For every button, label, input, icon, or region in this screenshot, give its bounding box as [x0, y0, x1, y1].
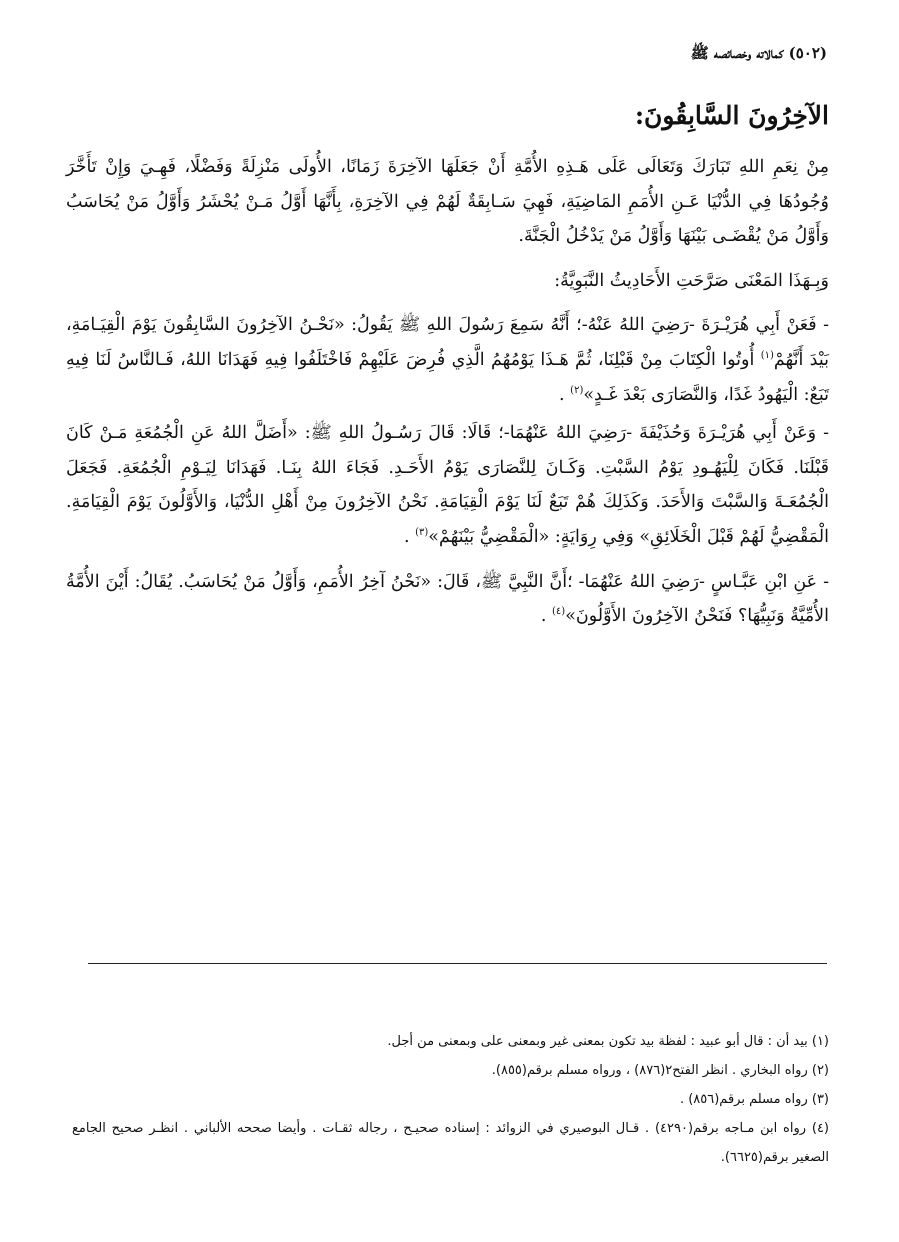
footnote-ref-1: (١) — [760, 350, 774, 362]
footnote-ref-4: (٤) — [552, 606, 566, 618]
intro-paragraph: مِنْ نِعَمِ اللهِ تَبَارَكَ وَتَعَالَى عَلَى هَـذِهِ الأُمَّةِ أَنْ جَعَلَهَا الآخِرَةَ زَمَانًا، الأُولَى مَنْزِلَةً وَفَضْلًا، فَهِـيَ وَإِنْ تَأَخَّرَ وُجُودُهَا فِي الدُّنْيَا عَـنِ الأُمَمِ المَاضِيَةِ، فَهِيَ سَـابِقَةٌ لَهُمْ فِي الآخِرَةِ، بِأَنَّهَا أَوَّلُ مَـنْ يُحْشَرُ وَأَوَّلُ مَنْ يُحَاسَبُ وَأَوَّلُ مَنْ يُقْضَـى بَيْنَهَا وَأَوَّلُ مَنْ يَدْخُلُ الْجَنَّةَ. — [66, 157, 829, 247]
hadith-abu-hurayra-hudhayfa: - وَعَنْ أَبِي هُرَيْـرَةَ وَحُذَيْفَةَ -رَضِيَ اللهُ عَنْهُمَا-؛ قَالَا: قَالَ رَسُـولُ اللهِ ﷺ: «أَضَلَّ اللهُ عَنِ الْجُمُعَةِ مَـنْ كَانَ قَبْلَنَا. فَكَانَ لِلْيَهُـودِ يَوْمُ السَّبْتِ. وَكَـانَ لِلنَّصَارَى يَوْمُ الأَحَـدِ. فَجَاءَ اللهُ بِنَـا. فَهَدَانَا لِيَـوْمِ الْجُمُعَةِ. فَجَعَلَ الْجُمُعَـةَ وَالسَّبْتَ وَالأَحَدَ. وَكَذَلِكَ هُمْ تَبَعٌ لَنَا يَوْمَ الْقِيَامَةِ. نَحْنُ الآخِرُونَ مِنْ أَهْلِ الدُّنْيَا، وَالأَوَّلُونَ يَوْمَ الْقِيَامَةِ. الْمَقْضِيُّ لَهُمْ قَبْلَ الْخَلَائِقِ» وَفِي رِوَايَةٍ: «الْمَقْضِيُّ بَيْنَهُمْ»$^{(٣)}$ . — [66, 423, 829, 547]
lead-in-paragraph: وَبِـهَذَا المَعْنَى صَرَّحَتِ الأَحَادِيثُ النَّبَوِيَّةُ: — [554, 270, 829, 291]
footnote-separator — [88, 963, 827, 964]
running-header: (٥٠٢) كمالاته وخصائصه ﷺ — [690, 44, 827, 62]
footnote-1: (١) بيد أن : قال أبو عبيد : لفظة بيد تكون بمعنى غير وبمعنى على وبمعنى من أجل. — [387, 1034, 829, 1049]
section-title: الآخِرُونَ السَّابِقُونَ: — [634, 101, 829, 130]
hadith-abu-hurayra-part2: أُوتُوا الْكِتَابَ مِنْ قَبْلِنَا، ثُمَّ هَـذَا يَوْمُهُمُ الَّذِي فُرِضَ عَلَيْهِمْ فَاخْتَلَفُوا فِيهِ فَهَدَانَا اللهُ، فَـالنَّاسُ لَنَا فِيهِ تَبَعٌ: الْيَهُودُ غَدًا، وَالنَّصَارَى بَعْدَ غَـدٍ» — [66, 349, 829, 405]
footnote-4: (٤) رواه ابن مـاجه برقم(٤٢٩٠) . قـال البوصيري في الزوائد : إسناده صحيـح ، رجاله ثقـات . وأيضا صححه الألباني . انظـر صحيح الجامع الصغير برقم(٦٦٢٥). — [72, 1121, 829, 1165]
hadith-ibn-abbas-text: - عَنِ ابْنِ عَبَّـاسٍ -رَضِيَ اللهُ عَنْهُمَا- ؛أَنَّ النَّبِيَّ ﷺ، قَالَ: «نَحْنُ آخِرُ الأُمَمِ، وَأَوَّلُ مَنْ يُحَاسَبُ. يُقَالُ: أَيْنَ الأُمَّةُ الأُمِّيَّةُ وَنَبِيُّهَا؟ فَنَحْنُ الآخِرُونَ الأَوَّلُونَ» — [66, 571, 829, 627]
footnote-2: (٢) رواه البخاري . انظر الفتح٢(٨٧٦) ، ورواه مسلم برقم(٨٥٥). — [491, 1063, 829, 1078]
footnote-ref-3: (٣) — [415, 527, 429, 539]
hadith-ibn-abbas: - عَنِ ابْنِ عَبَّـاسٍ -رَضِيَ اللهُ عَنْهُمَا- ؛أَنَّ النَّبِيَّ ﷺ، قَالَ: «نَحْنُ آخِرُ الأُمَمِ، وَأَوَّلُ مَنْ يُحَاسَبُ. يُقَالُ: أَيْنَ الأُمَّةُ الأُمِّيَّةُ وَنَبِيُّهَا؟ فَنَحْنُ الآخِرُونَ الأَوَّلُونَ»$^{(٤)}$ . — [66, 571, 829, 627]
hadith-abu-hurayra-part1: - فَعَنْ أَبِي هُرَيْـرَةَ -رَضِيَ اللهُ عَنْهُ-؛ أَنَّهُ سَمِعَ رَسُولَ اللهِ ﷺ يَقُولُ: «نَحْـنُ الآخِرُونَ السَّابِقُونَ يَوْمَ الْقِيَـامَةِ، بَيْدَ أَنَّهُمْ — [66, 315, 829, 370]
body-text — [66, 150, 829, 644]
footnote-ref-2: (٢) — [570, 384, 584, 396]
hadith-abu-hurayra: - فَعَنْ أَبِي هُرَيْـرَةَ -رَضِيَ اللهُ عَنْهُ-؛ أَنَّهُ سَمِعَ رَسُولَ اللهِ ﷺ يَقُولُ: «نَحْـنُ الآخِرُونَ السَّابِقُونَ يَوْمَ الْقِيَـامَةِ، بَيْدَ أَنَّهُمْ$^{(١)}$ أُوتُوا الْكِتَابَ مِنْ قَبْلِنَا، ثُمَّ هَـذَا يَوْمُهُمُ الَّذِي فُرِضَ عَلَيْهِمْ فَاخْتَلَفُوا فِيهِ فَهَدَانَا اللهُ، فَـالنَّاسُ لَنَا فِيهِ تَبَعٌ: الْيَهُودُ غَدًا، وَالنَّصَارَى بَعْدَ غَـدٍ»$^{(٢)}$ . — [66, 315, 829, 405]
footnotes — [72, 1027, 829, 1172]
hadith-abu-hurayra-hudhayfa-text: - وَعَنْ أَبِي هُرَيْـرَةَ وَحُذَيْفَةَ -رَضِيَ اللهُ عَنْهُمَا-؛ قَالَا: قَالَ رَسُـولُ اللهِ ﷺ: «أَضَلَّ اللهُ عَنِ الْجُمُعَةِ مَـنْ كَانَ قَبْلَنَا. فَكَانَ لِلْيَهُـودِ يَوْمُ السَّبْتِ. وَكَـانَ لِلنَّصَارَى يَوْمُ الأَحَـدِ. فَجَاءَ اللهُ بِنَـا. فَهَدَانَا لِيَـوْمِ الْجُمُعَةِ. فَجَعَلَ الْجُمُعَـةَ وَالسَّبْتَ وَالأَحَدَ. وَكَذَلِكَ هُمْ تَبَعٌ لَنَا يَوْمَ الْقِيَامَةِ. نَحْنُ الآخِرُونَ مِنْ أَهْلِ الدُّنْيَا، وَالأَوَّلُونَ يَوْمَ الْقِيَامَةِ. الْمَقْضِيُّ لَهُمْ قَبْلَ الْخَلَائِقِ» وَفِي رِوَايَةٍ: «الْمَقْضِيُّ بَيْنَهُمْ» — [66, 423, 829, 547]
footnote-3: (٣) رواه مسلم برقم(٨٥٦) . — [679, 1092, 829, 1107]
